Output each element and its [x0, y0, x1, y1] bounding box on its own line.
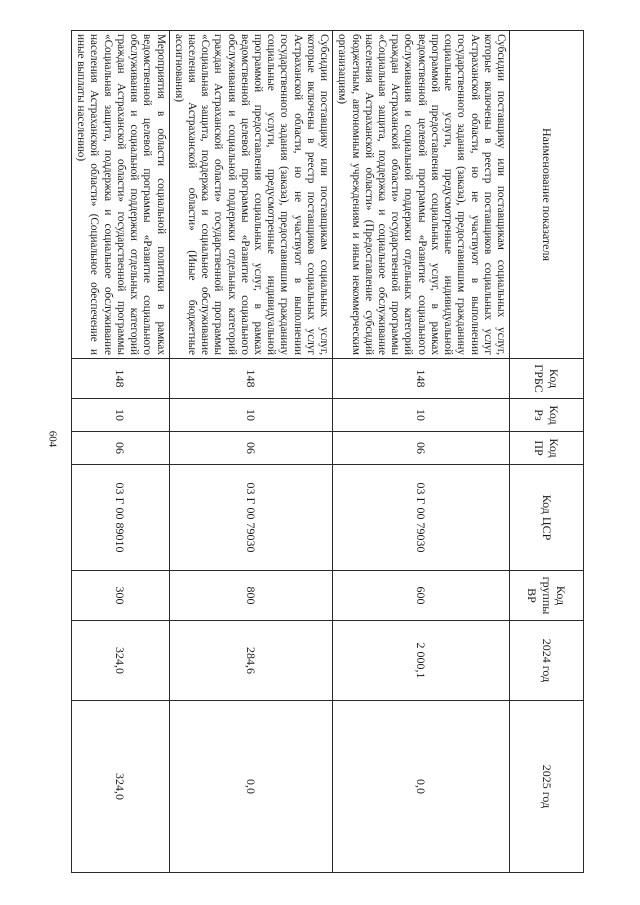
- header-2024: 2024 год: [510, 621, 584, 701]
- header-name: Наименование показателя: [510, 31, 584, 359]
- row-grbs: 148: [169, 359, 333, 399]
- row-rz: 10: [72, 399, 170, 432]
- header-vr: Код группы ВР: [510, 571, 584, 621]
- header-csr: Код ЦСР: [510, 465, 584, 571]
- row-vr: 300: [72, 571, 170, 621]
- header-pr: Код ПР: [510, 432, 584, 465]
- row-vr: 600: [333, 571, 510, 621]
- table-row: [169, 31, 333, 873]
- row-pr: 06: [169, 432, 333, 465]
- row-csr: 03 Г 00 79030: [169, 465, 333, 571]
- row-name: Субсидии поставщику или поставщикам социальных услуг, которые включены в реестр поставщиков социальных услуг Астраханской области, но не участвуют в выполнении государственного задания (заказа), предоставившим гражданину социальные услуги, предусмотренные индивидуальной программой предоставления социальных услуг, в рамках ведомственной целевой программы «Развитие социального обслуживания и социальной поддержки отдельных категорий граждан Астраханской области» государственной программы «Социальная защита, поддержка и социальное обслуживание населения Астраханской области» (Иные бюджетные ассигнования): [169, 31, 333, 359]
- header-2025: 2025 год: [510, 701, 584, 873]
- row-2024: 284,6: [169, 621, 333, 701]
- row-name: Субсидии поставщику или поставщикам социальных услуг, которые включены в реестр поставщиков социальных услуг Астраханской области, но не участвуют в выполнении государственного задания (заказа), предоставившим гражданину социальные услуги, предусмотренные индивидуальной программой предоставления социальных услуг, в рамках ведомственной целевой программы «Развитие социального обслуживания и социальной поддержки отдельных категорий граждан Астраханской области» государственной программы «Социальная защита, поддержка и социальное обслуживание населения Астраханской области» (Предоставление субсидий бюджетным, автономным учреждениям и иным некоммерческим организациям): [333, 31, 510, 359]
- row-pr: 06: [333, 432, 510, 465]
- header-grbs: Код ГРБС: [510, 359, 584, 399]
- row-csr: 03 Г 00 79030: [333, 465, 510, 571]
- table-row: [72, 31, 170, 873]
- row-2024: 2 000,1: [333, 621, 510, 701]
- table-header-row: [510, 31, 584, 873]
- row-csr: 03 Г 00 89010: [72, 465, 170, 571]
- row-vr: 800: [169, 571, 333, 621]
- row-2025: 324,0: [72, 701, 170, 873]
- budget-table: [71, 30, 584, 873]
- table-row: [333, 31, 510, 873]
- row-pr: 06: [72, 432, 170, 465]
- row-name: Мероприятия в области социальной политики в рамках ведомственной целевой программы «Развитие социального обслуживания и социальной поддержки отдельных категорий граждан Астраханской области» государственной программы «Социальная защита, поддержка и социальное обслуживание населения Астраханской области» (Социальное обеспечение и иные выплаты населению): [72, 31, 170, 359]
- page-number: 604: [46, 430, 59, 448]
- row-2025: 0,0: [333, 701, 510, 873]
- row-2024: 324,0: [72, 621, 170, 701]
- row-grbs: 148: [72, 359, 170, 399]
- row-2025: 0,0: [169, 701, 333, 873]
- row-rz: 10: [333, 399, 510, 432]
- row-grbs: 148: [333, 359, 510, 399]
- row-rz: 10: [169, 399, 333, 432]
- header-rz: Код Рз: [510, 399, 584, 432]
- rotated-table-wrapper: [75, 30, 584, 872]
